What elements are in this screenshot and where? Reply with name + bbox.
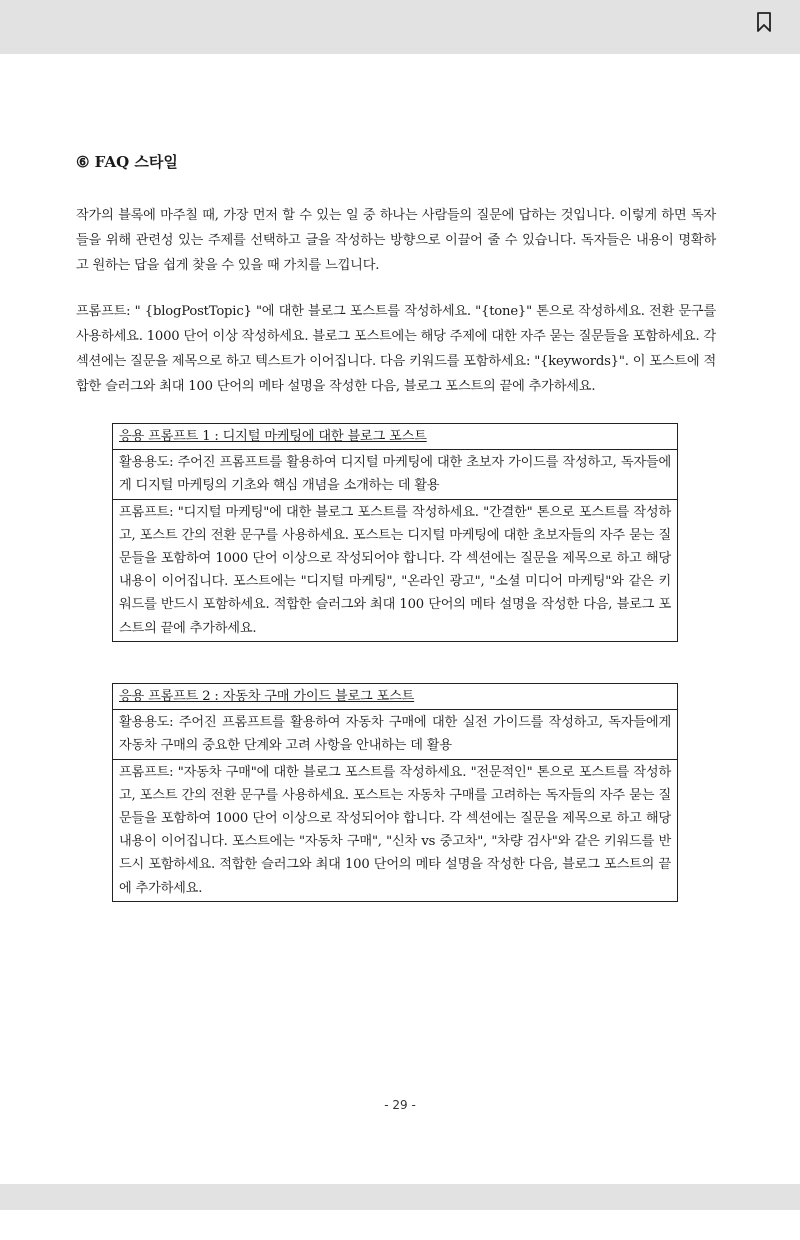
example-heading: 응용 프롬프트 1 : 디지털 마케팅에 대한 블로그 포스트 (113, 424, 677, 450)
bookmark-icon[interactable] (756, 12, 772, 32)
example-box-2 (112, 683, 678, 902)
example-usage: 활용용도: 주어진 프롬프트를 활용하여 디지털 마케팅에 대한 초보자 가이드를 작성하고, 독자들에게 디지털 마케팅의 기초와 핵심 개념을 소개하는 데 활용 (113, 450, 677, 499)
top-toolbar (0, 0, 800, 54)
example-usage: 활용용도: 주어진 프롬프트를 활용하여 자동차 구매에 대한 실전 가이드를 작성하고, 독자들에게 자동차 구매의 중요한 단계와 고려 사항을 안내하는 데 활용 (113, 710, 677, 759)
section-title: ⑥ FAQ 스타일 (76, 153, 178, 171)
bottom-toolbar (0, 1184, 800, 1210)
example-prompt: 프롬프트: "디지털 마케팅"에 대한 블로그 포스트를 작성하세요. "간결한" 톤으로 포스트를 작성하고, 포스트 간의 전환 문구를 사용하세요. 포스트는 디지털 마케팅에 대한 초보자들의 자주 묻는 질문들을 포함하여 1000 단어 이상으로 작성되어야 합니다. 각 섹션에는 질문을 제목으로 하고 해당 내용이 이어집니다. 포스트에는 "디지털 마케팅", "온라인 광고", "소셜 미디어 마케팅"와 같은 키워드를 반드시 포함하세요. 적합한 슬러그와 최대 100 단어의 메타 설명을 작성한 다음, 블로그 포스트의 끝에 추가하세요. (119, 504, 671, 636)
example-heading: 응용 프롬프트 2 : 자동차 구매 가이드 블로그 포스트 (113, 684, 677, 710)
page-content (76, 150, 716, 400)
page-number: - 29 - (384, 1098, 416, 1112)
example-prompt: 프롬프트: "자동차 구매"에 대한 블로그 포스트를 작성하세요. "전문적인" 톤으로 포스트를 작성하고, 포스트 간의 전환 문구를 사용하세요. 포스트는 자동차 구매를 고려하는 독자들의 자주 묻는 질문들을 포함하여 1000 단어 이상으로 작성되어야 합니다. 각 섹션에는 질문을 제목으로 하고 해당 내용이 이어집니다. 포스트에는 "자동차 구매", "신차 vs 중고차", "차량 검사"와 같은 키워드를 반드시 포함하세요. 적합한 슬러그와 최대 100 단어의 메타 설명을 작성한 다음, 블로그 포스트의 끝에 추가하세요. (119, 764, 671, 896)
prompt-paragraph: 프롬프트: " {blogPostTopic} "에 대한 블로그 포스트를 작성하세요. "{tone}" 톤으로 작성하세요. 전환 문구를 사용하세요. 1000 단어 이상 작성하세요. 블로그 포스트에는 해당 주제에 대한 자주 묻는 질문들을 포함하세요. 각 섹션에는 질문을 제목으로 하고 텍스트가 이어집니다. 다음 키워드를 포함하세요: "{keywords}". 이 포스트에 적합한 슬러그와 최대 100 단어의 메타 설명을 작성한 다음, 블로그 포스트의 끝에 추가하세요. (76, 304, 716, 394)
intro-paragraph: 작가의 블록에 마주칠 때, 가장 먼저 할 수 있는 일 중 하나는 사람들의 질문에 답하는 것입니다. 이렇게 하면 독자들을 위해 관련성 있는 주제를 선택하고 글을 작성하는 방향으로 이끌어 줄 수 있습니다. 독자들은 내용이 명확하고 원하는 답을 쉽게 찾을 수 있을 때 가치를 느낍니다. (76, 208, 716, 273)
example-box-1 (112, 423, 678, 642)
